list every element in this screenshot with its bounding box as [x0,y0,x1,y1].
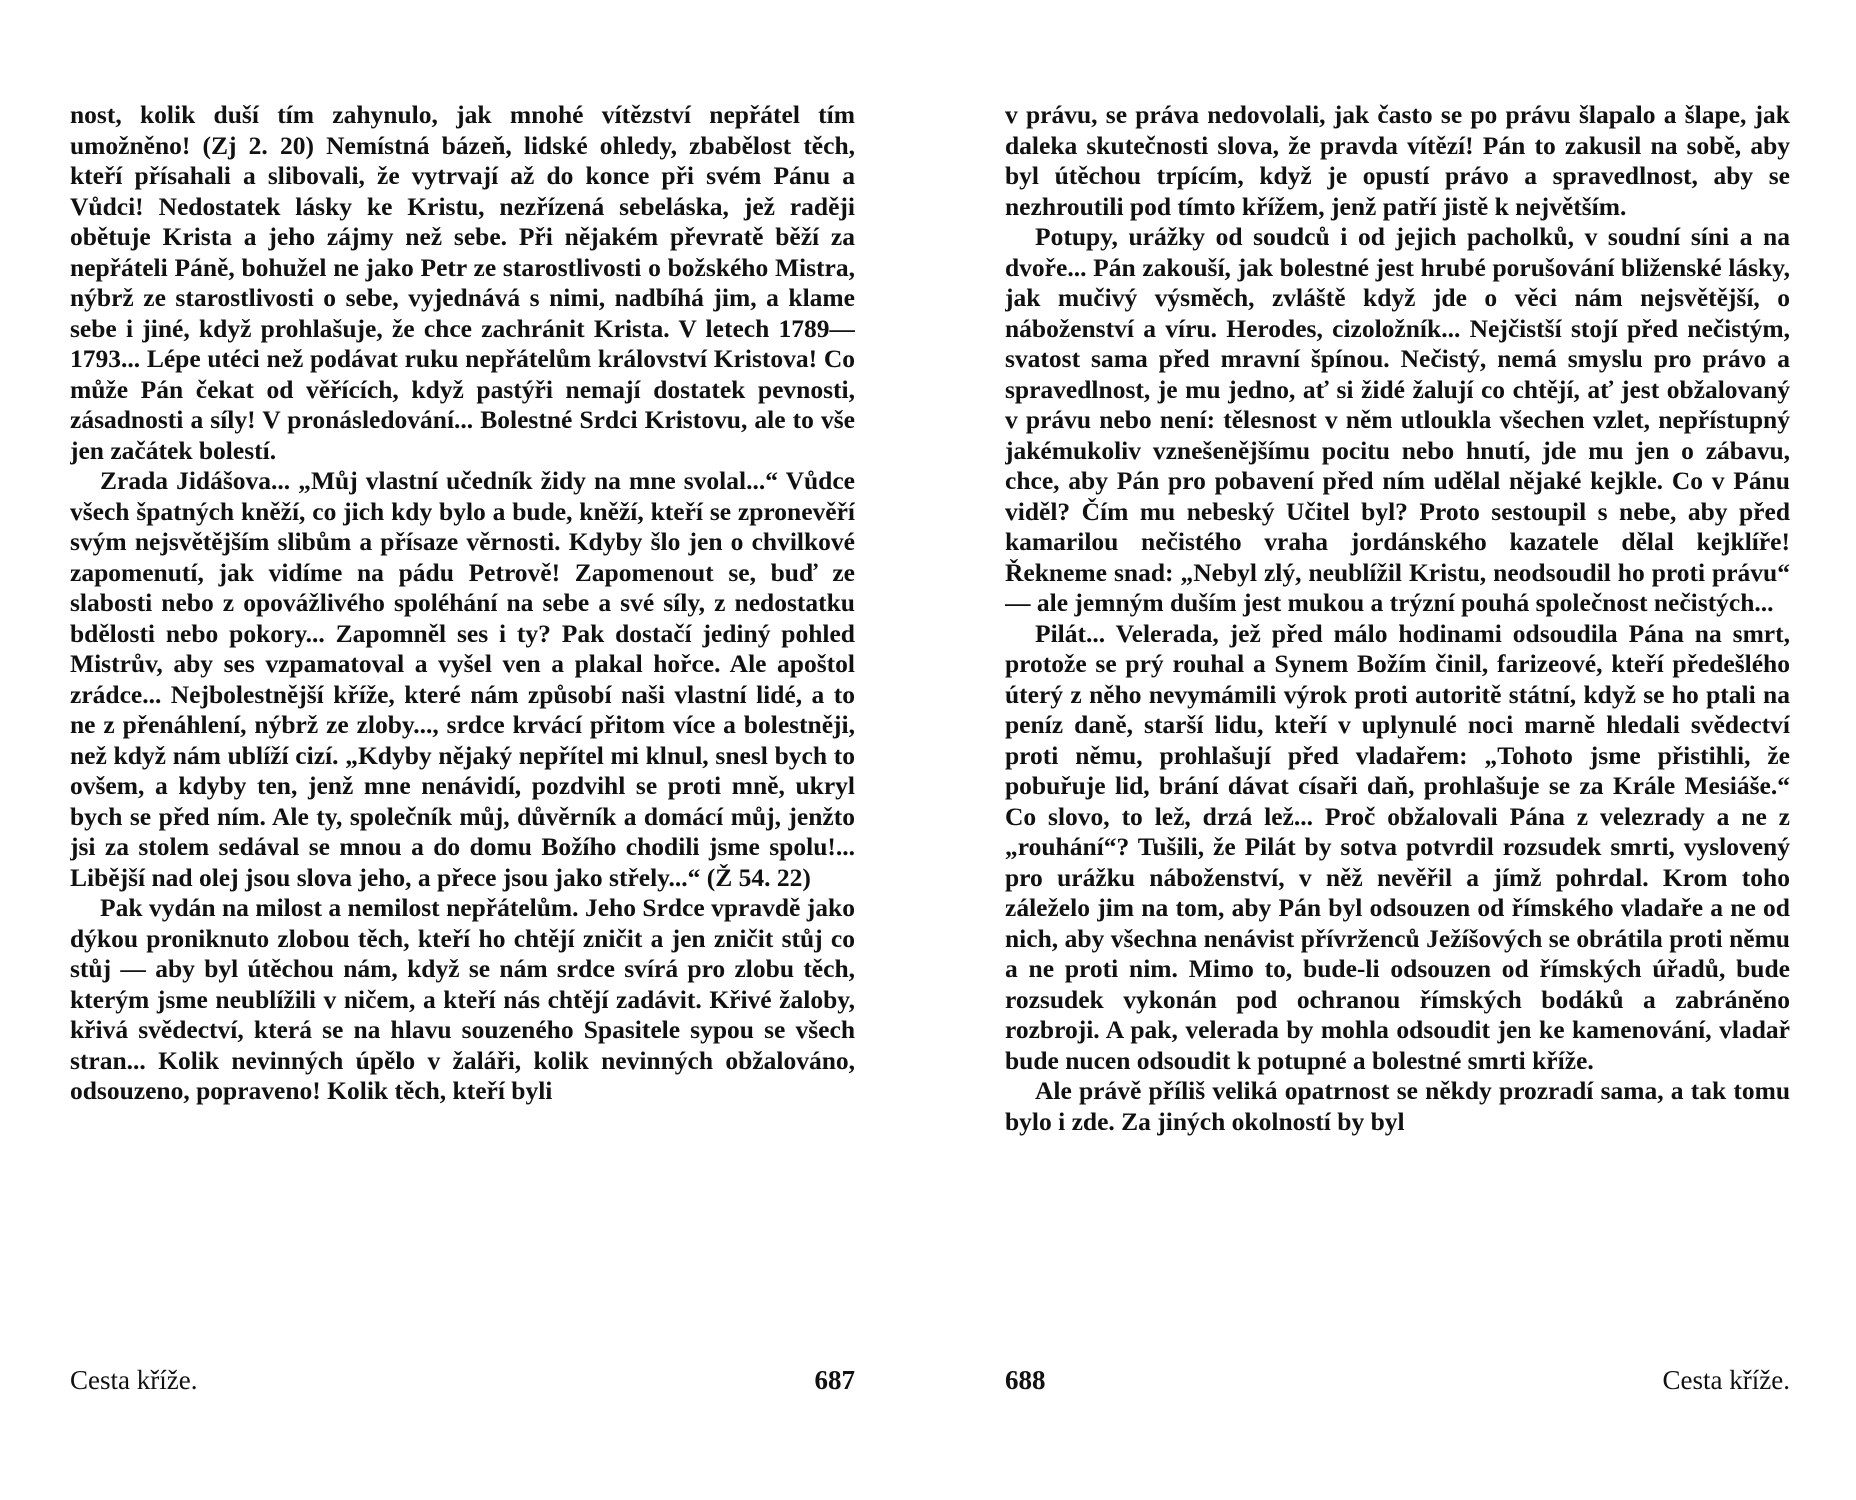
page-number: 687 [814,1365,855,1395]
page-number: 688 [1005,1365,1046,1395]
paragraph: Zrada Jidášova... „Můj vlastní učedník židy na mne svolal...“ Vůdce všech špatných kněží, co jich kdy bylo a bude, kněží, kteří se zpronevěří svým nejsvětějším slibům a přísaze věrnosti. Kdyby šlo jen o chvilkové zapomenutí, jak vidíme na pádu Petrově! Zapomenout se, buď ze slabosti nebo z opovážlivého spoléhání na sebe a své síly, z nedostatku bdělosti nebo pokory... Zapomněl ses i ty? Pak dostačí jediný pohled Mistrův, aby ses vzpamatoval a vyšel ven a plakal hořce. Ale apoštol zrádce... Nejbolestnější kříže, které nám způsobí naši vlastní lidé, a to ne z přenáhlení, nýbrž ze zloby..., srdce krvácí přitom více a bolestněji, než když nám ublíží cizí. „Kdyby nějaký nepřítel mi klnul, snesl bych to ovšem, a kdyby ten, jenž mne nenávidí, pozdvihl se proti mně, ukryl bych se před ním. Ale ty, společník můj, důvěrník a domácí můj, jenžto jsi za stolem sedával se mnou a do domu Božího chodili jsme spolu!... Libější nad olej jsou slova jeho, a přece jsou jako střely...“ (Ž 54. 22) [70,466,855,892]
right-page [1005,100,1790,1395]
paragraph: Pak vydán na milost a nemilost nepřátelům. Jeho Srdce vpravdě jako dýkou proniknuto zlobou těch, kteří ho chtějí zničit a jen zničit stůj co stůj — aby byl útěchou nám, když se nám srdce svírá pro zlobu těch, kterým jsme neublížili v ničem, a kteří nás chtějí zadávit. Křivé žaloby, křivá svědectví, která se na hlavu souzeného Spasitele sypou se všech stran... Kolik nevinných úpělo v žaláři, kolik nevinných obžalováno, odsouzeno, popraveno! Kolik těch, kteří byli [70,893,855,1105]
left-page-text [70,100,855,1340]
paragraph: Pilát... Velerada, jež před málo hodinami odsoudila Pána na smrt, protože se prý rouhal a Synem Božím činil, farizeové, kteří předešlého úterý z něho nevymámili výrok proti autoritě státní, když se ho ptali na peníz daně, starší lidu, kteří v uplynulé noci marně hledali svědectví proti němu, prohlašují před vladařem: „Tohoto jsme přistihli, že pobuřuje lid, brání dávat císaři daň, prohlašuje se za Krále Mesiáše.“ Co slovo, to lež, drzá lež... Proč obžalovali Pána z velezrady a ne z „rouhání“? Tušili, že Pilát by sotva potvrdil rozsudek smrti, vyslovený pro urážku náboženství, v něž nevěřil a jímž pohrdal. Krom toho záleželo jim na tom, aby Pán byl odsouzen od římského vladaře a ne od nich, aby všechna nenávist přívrženců Ježíšových se obrátila proti němu a ne proti nim. Mimo to, bude-li odsouzen od římských úřadů, bude rozsudek vykonán pod ochranou římských bodáků a zabráněno rozbroji. A pak, velerada by mohla odsoudit jen ke kamenování, vladař bude nucen odsoudit k potupné a bolestné smrti kříže. [1005,618,1790,1075]
paragraph: nost, kolik duší tím zahynulo, jak mnohé vítězství nepřátel tím umožněno! (Zj 2. 20) Nemístná bázeň, lidské ohledy, zbabělost těch, kteří přísahali a slibovali, že vytrvají až do konce při svém Pánu a Vůdci! Nedostatek lásky ke Kristu, nezřízená sebeláska, jež raději obětuje Krista a jeho zájmy než sebe. Při nějakém převratě běží za nepřáteli Páně, bohužel ne jako Petr ze starostlivosti o božského Mistra, nýbrž ze starostlivosti o sebe, vyjednává s nimi, nadbíhá jim, a klame sebe i jiné, když prohlašuje, že chce zachránit Krista. V letech 1789—1793... Lépe utéci než podávat ruku nepřátelům království Kristova! Co může Pán čekat od věřících, když pastýři nemají dostatek pevnosti, zásadnosti a síly! V pronásledování... Bolestné Srdci Kristovu, ale to vše jen začátek bolestí. [70,100,855,465]
running-footer-title: Cesta kříže. [70,1365,198,1395]
right-page-text [1005,100,1790,1340]
paragraph: v právu, se práva nedovolali, jak často se po právu šlapalo a šlape, jak daleka skutečnosti slova, že pravda vítězí! Pán to zakusil na sobě, aby byl útěchou trpícím, když je opustí právo a spravedlnost, aby se nezhroutili pod tímto křížem, jenž patří jistě k největším. [1005,100,1790,221]
right-page-footer [1005,1365,1790,1405]
paragraph: Ale právě příliš veliká opatrnost se někdy prozradí sama, a tak tomu bylo i zde. Za jiných okolností by byl [1005,1076,1790,1136]
left-page-footer [70,1365,855,1405]
running-footer-title: Cesta kříže. [1662,1365,1790,1395]
left-page [70,100,855,1395]
paragraph: Potupy, urážky od soudců i od jejich pacholků, v soudní síni a na dvoře... Pán zakouší, jak bolestné jest hrubé porušování bliženské lásky, jak mučivý výsměch, zvláště když jde o věci nám nejsvětější, o náboženství a víru. Herodes, cizoložník... Nejčistší stojí před nečistým, svatost sama před mravní špínou. Nečistý, nemá smyslu pro právo a spravedlnost, je mu jedno, ať si židé žalují co chtějí, ať jest obžalovaný v právu nebo není: tělesnost v něm utloukla všechen vzlet, nepřístupný jakémukoliv vznešenějšímu pocitu nebo hnutí, jde mu jen o zábavu, chce, aby Pán pro pobavení před ním udělal nějaké kejkle. Co v Pánu viděl? Čím mu nebeský Učitel byl? Proto sestoupil s nebe, aby před kamarilou nečistého vraha jordánského kazatele dělal kejklíře! Řekneme snad: „Nebyl zlý, neublížil Kristu, neodsoudil ho proti právu“ — ale jemným duším jest mukou a trýzní pouhá společnost nečistých... [1005,222,1790,617]
